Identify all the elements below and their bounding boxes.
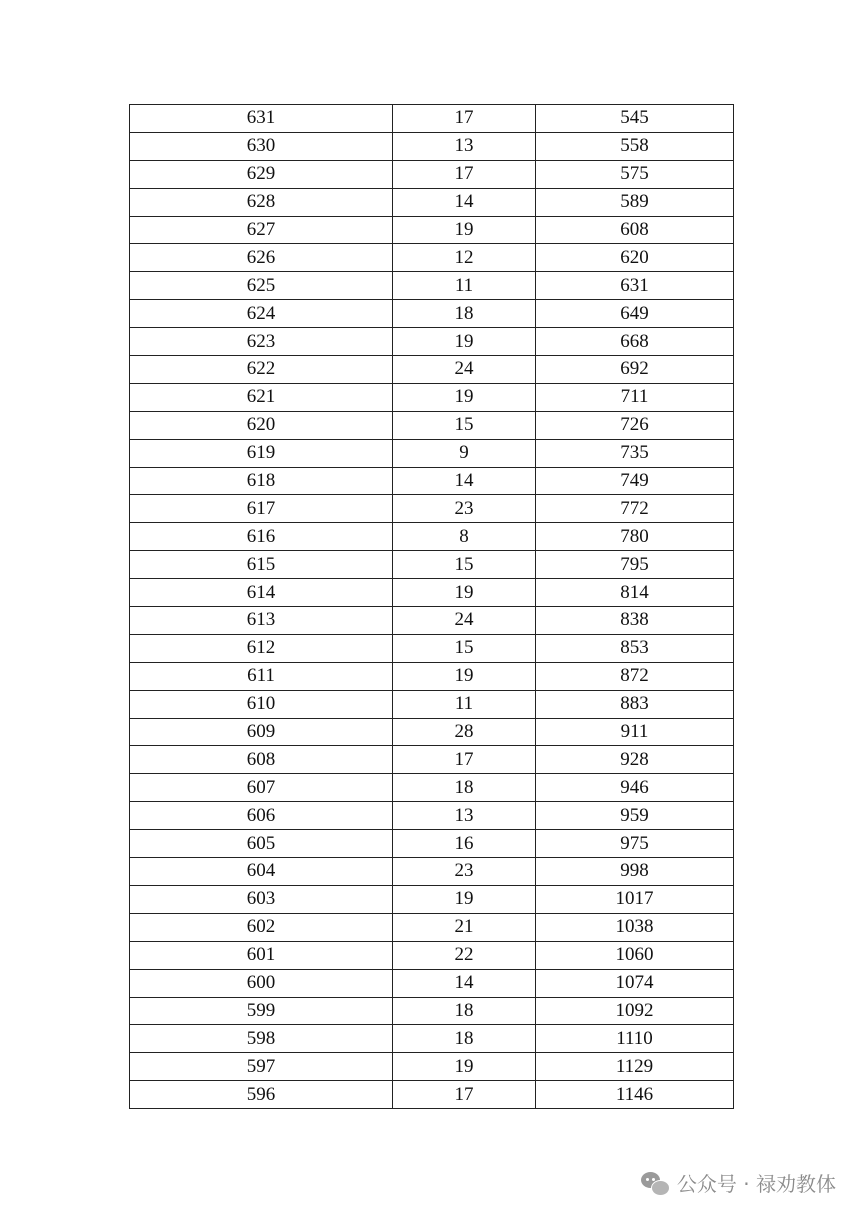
cumulative-cell: 589 bbox=[536, 188, 734, 216]
table-row bbox=[130, 439, 734, 467]
table-row bbox=[130, 244, 734, 272]
count-cell: 17 bbox=[393, 746, 536, 774]
score-cell: 599 bbox=[130, 997, 393, 1025]
table-row bbox=[130, 607, 734, 635]
table-row bbox=[130, 105, 734, 133]
count-cell: 19 bbox=[393, 662, 536, 690]
score-cell: 630 bbox=[130, 132, 393, 160]
count-cell: 15 bbox=[393, 551, 536, 579]
table-row bbox=[130, 188, 734, 216]
score-cell: 610 bbox=[130, 690, 393, 718]
score-cell: 631 bbox=[130, 105, 393, 133]
count-cell: 18 bbox=[393, 1025, 536, 1053]
count-cell: 22 bbox=[393, 941, 536, 969]
cumulative-cell: 911 bbox=[536, 718, 734, 746]
table-row bbox=[130, 662, 734, 690]
cumulative-cell: 649 bbox=[536, 300, 734, 328]
score-cell: 626 bbox=[130, 244, 393, 272]
score-cell: 614 bbox=[130, 579, 393, 607]
score-cell: 620 bbox=[130, 411, 393, 439]
cumulative-cell: 959 bbox=[536, 802, 734, 830]
table-row bbox=[130, 356, 734, 384]
cumulative-cell: 853 bbox=[536, 634, 734, 662]
score-cell: 601 bbox=[130, 941, 393, 969]
score-cell: 618 bbox=[130, 467, 393, 495]
table-row bbox=[130, 941, 734, 969]
count-cell: 15 bbox=[393, 634, 536, 662]
cumulative-cell: 1129 bbox=[536, 1053, 734, 1081]
score-cell: 607 bbox=[130, 774, 393, 802]
wechat-icon bbox=[641, 1171, 669, 1195]
cumulative-cell: 780 bbox=[536, 523, 734, 551]
cumulative-cell: 1092 bbox=[536, 997, 734, 1025]
table-row bbox=[130, 328, 734, 356]
table-row bbox=[130, 300, 734, 328]
table-row bbox=[130, 746, 734, 774]
score-table-container bbox=[129, 104, 733, 1109]
count-cell: 14 bbox=[393, 188, 536, 216]
score-table bbox=[129, 104, 734, 1109]
cumulative-cell: 1017 bbox=[536, 885, 734, 913]
table-row bbox=[130, 551, 734, 579]
count-cell: 11 bbox=[393, 690, 536, 718]
count-cell: 23 bbox=[393, 858, 536, 886]
table-row bbox=[130, 885, 734, 913]
count-cell: 28 bbox=[393, 718, 536, 746]
cumulative-cell: 558 bbox=[536, 132, 734, 160]
count-cell: 19 bbox=[393, 383, 536, 411]
count-cell: 24 bbox=[393, 356, 536, 384]
table-row bbox=[130, 467, 734, 495]
count-cell: 19 bbox=[393, 885, 536, 913]
count-cell: 15 bbox=[393, 411, 536, 439]
score-cell: 623 bbox=[130, 328, 393, 356]
watermark bbox=[641, 1168, 836, 1197]
cumulative-cell: 998 bbox=[536, 858, 734, 886]
table-row bbox=[130, 969, 734, 997]
cumulative-cell: 1038 bbox=[536, 913, 734, 941]
cumulative-cell: 838 bbox=[536, 607, 734, 635]
count-cell: 17 bbox=[393, 1081, 536, 1109]
table-row bbox=[130, 579, 734, 607]
count-cell: 12 bbox=[393, 244, 536, 272]
count-cell: 19 bbox=[393, 328, 536, 356]
score-cell: 603 bbox=[130, 885, 393, 913]
table-row bbox=[130, 1025, 734, 1053]
cumulative-cell: 1146 bbox=[536, 1081, 734, 1109]
count-cell: 21 bbox=[393, 913, 536, 941]
count-cell: 17 bbox=[393, 160, 536, 188]
score-cell: 609 bbox=[130, 718, 393, 746]
score-cell: 621 bbox=[130, 383, 393, 411]
cumulative-cell: 726 bbox=[536, 411, 734, 439]
score-cell: 629 bbox=[130, 160, 393, 188]
cumulative-cell: 692 bbox=[536, 356, 734, 384]
score-cell: 598 bbox=[130, 1025, 393, 1053]
cumulative-cell: 668 bbox=[536, 328, 734, 356]
cumulative-cell: 711 bbox=[536, 383, 734, 411]
cumulative-cell: 946 bbox=[536, 774, 734, 802]
score-cell: 612 bbox=[130, 634, 393, 662]
count-cell: 19 bbox=[393, 1053, 536, 1081]
table-row bbox=[130, 160, 734, 188]
cumulative-cell: 608 bbox=[536, 216, 734, 244]
cumulative-cell: 795 bbox=[536, 551, 734, 579]
cumulative-cell: 545 bbox=[536, 105, 734, 133]
table-row bbox=[130, 690, 734, 718]
score-cell: 600 bbox=[130, 969, 393, 997]
score-cell: 608 bbox=[130, 746, 393, 774]
cumulative-cell: 814 bbox=[536, 579, 734, 607]
table-row bbox=[130, 132, 734, 160]
score-cell: 619 bbox=[130, 439, 393, 467]
score-cell: 597 bbox=[130, 1053, 393, 1081]
table-row bbox=[130, 1081, 734, 1109]
cumulative-cell: 872 bbox=[536, 662, 734, 690]
score-cell: 624 bbox=[130, 300, 393, 328]
cumulative-cell: 1110 bbox=[536, 1025, 734, 1053]
score-cell: 613 bbox=[130, 607, 393, 635]
count-cell: 18 bbox=[393, 997, 536, 1025]
cumulative-cell: 928 bbox=[536, 746, 734, 774]
score-cell: 596 bbox=[130, 1081, 393, 1109]
count-cell: 18 bbox=[393, 300, 536, 328]
table-row bbox=[130, 411, 734, 439]
count-cell: 14 bbox=[393, 467, 536, 495]
table-row bbox=[130, 858, 734, 886]
table-row bbox=[130, 774, 734, 802]
count-cell: 19 bbox=[393, 579, 536, 607]
count-cell: 24 bbox=[393, 607, 536, 635]
table-row bbox=[130, 272, 734, 300]
table-row bbox=[130, 997, 734, 1025]
score-cell: 627 bbox=[130, 216, 393, 244]
score-cell: 628 bbox=[130, 188, 393, 216]
cumulative-cell: 620 bbox=[536, 244, 734, 272]
score-cell: 622 bbox=[130, 356, 393, 384]
cumulative-cell: 975 bbox=[536, 830, 734, 858]
table-row bbox=[130, 802, 734, 830]
count-cell: 23 bbox=[393, 495, 536, 523]
score-cell: 615 bbox=[130, 551, 393, 579]
cumulative-cell: 1060 bbox=[536, 941, 734, 969]
cumulative-cell: 735 bbox=[536, 439, 734, 467]
watermark-text: 公众号 · 禄劝教体 bbox=[676, 1172, 836, 1196]
score-cell: 617 bbox=[130, 495, 393, 523]
cumulative-cell: 749 bbox=[536, 467, 734, 495]
count-cell: 14 bbox=[393, 969, 536, 997]
count-cell: 9 bbox=[393, 439, 536, 467]
cumulative-cell: 883 bbox=[536, 690, 734, 718]
score-cell: 605 bbox=[130, 830, 393, 858]
cumulative-cell: 772 bbox=[536, 495, 734, 523]
score-cell: 625 bbox=[130, 272, 393, 300]
table-row bbox=[130, 634, 734, 662]
table-row bbox=[130, 830, 734, 858]
cumulative-cell: 575 bbox=[536, 160, 734, 188]
table-row bbox=[130, 383, 734, 411]
score-cell: 604 bbox=[130, 858, 393, 886]
score-cell: 606 bbox=[130, 802, 393, 830]
table-row bbox=[130, 495, 734, 523]
score-cell: 611 bbox=[130, 662, 393, 690]
count-cell: 17 bbox=[393, 105, 536, 133]
cumulative-cell: 631 bbox=[536, 272, 734, 300]
table-row bbox=[130, 216, 734, 244]
count-cell: 18 bbox=[393, 774, 536, 802]
count-cell: 16 bbox=[393, 830, 536, 858]
table-row bbox=[130, 523, 734, 551]
count-cell: 13 bbox=[393, 132, 536, 160]
table-row bbox=[130, 718, 734, 746]
table-row bbox=[130, 1053, 734, 1081]
cumulative-cell: 1074 bbox=[536, 969, 734, 997]
score-cell: 602 bbox=[130, 913, 393, 941]
table-row bbox=[130, 913, 734, 941]
count-cell: 19 bbox=[393, 216, 536, 244]
count-cell: 13 bbox=[393, 802, 536, 830]
count-cell: 11 bbox=[393, 272, 536, 300]
score-cell: 616 bbox=[130, 523, 393, 551]
score-table-body bbox=[130, 105, 734, 1109]
count-cell: 8 bbox=[393, 523, 536, 551]
